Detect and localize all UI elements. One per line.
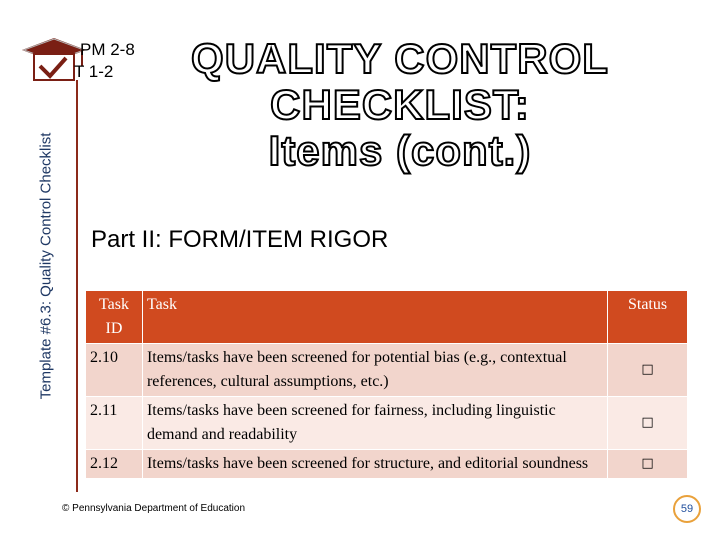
page-title xyxy=(180,36,620,174)
status-checkbox[interactable]: □ xyxy=(608,450,688,479)
page-number-badge: 59 xyxy=(673,495,701,523)
table-row xyxy=(86,450,688,479)
status-checkbox[interactable]: □ xyxy=(608,397,688,450)
vertical-template-label: Template #6.3: Quality Control Checklist xyxy=(37,132,55,400)
copyright-footer: © Pennsylvania Department of Education xyxy=(62,503,246,514)
checklist-table xyxy=(85,290,688,479)
vertical-template-label-container xyxy=(36,80,56,452)
header-status: Status xyxy=(608,291,688,344)
title-line-3: Items (cont.) xyxy=(268,127,532,174)
header-task-id: Task ID xyxy=(86,291,143,344)
left-divider-line xyxy=(76,80,78,492)
code-line-1: PM 2-8 xyxy=(80,40,135,59)
task-id-cell: 2.10 xyxy=(86,344,143,397)
table-header-row xyxy=(86,291,688,344)
table-row xyxy=(86,397,688,450)
task-description-cell: Items/tasks have been screened for structure, and editorial soundness xyxy=(142,450,607,479)
title-line-1: QUALITY CONTROL xyxy=(191,35,609,82)
task-description-cell: Items/tasks have been screened for fairness, including linguistic demand and readability xyxy=(142,397,607,450)
table-row xyxy=(86,344,688,397)
code-line-2: T 1-2 xyxy=(74,62,114,81)
status-checkbox[interactable]: □ xyxy=(608,344,688,397)
task-id-cell: 2.11 xyxy=(86,397,143,450)
task-description-cell: Items/tasks have been screened for potential bias (e.g., contextual references, cultural assumptions, etc.) xyxy=(142,344,607,397)
task-id-cell: 2.12 xyxy=(86,450,143,479)
header-task: Task xyxy=(142,291,607,344)
title-line-2: CHECKLIST: xyxy=(270,81,530,128)
part-heading: Part II: FORM/ITEM RIGOR xyxy=(91,226,389,253)
